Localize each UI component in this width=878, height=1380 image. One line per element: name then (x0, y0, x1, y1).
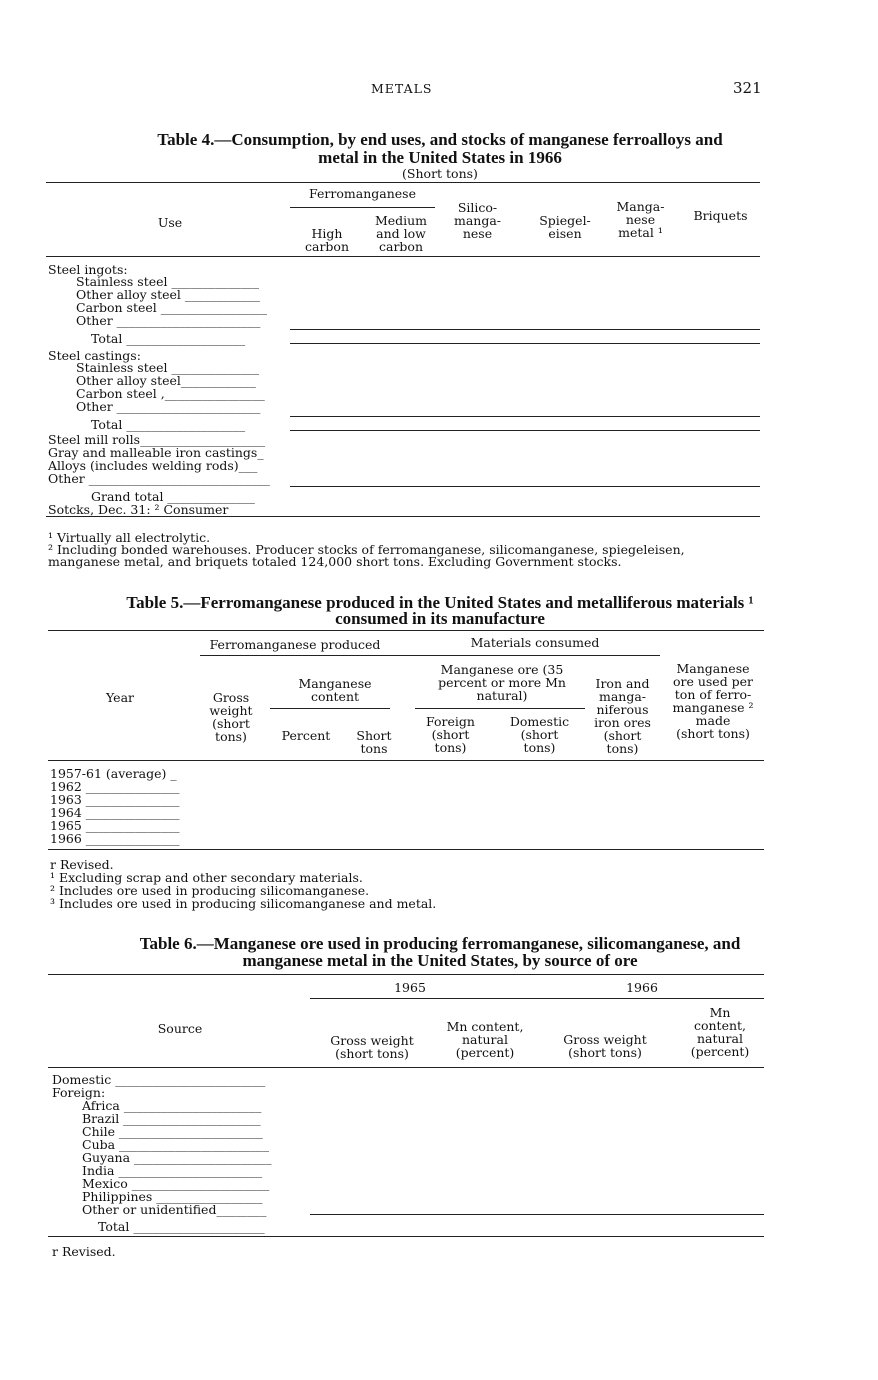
table6-top-rule (48, 974, 764, 975)
table5-footnote: ¹ Excluding scrap and other secondary materials. (50, 870, 363, 885)
running-header: METALS (371, 81, 433, 96)
table6-col-mn-content-1965 (430, 1020, 540, 1059)
header-line: iron ores (594, 715, 651, 730)
header-line: carbon (378, 239, 423, 254)
table4-rule (290, 486, 760, 487)
table6-rule (310, 1214, 764, 1215)
table4-rule (290, 343, 760, 344)
row-label: Carbon steel _________________ (76, 300, 267, 315)
header-line: (short tons) (676, 726, 750, 741)
header-line: manganese ² (672, 700, 754, 715)
row-label: 1957-61 (average) _ (50, 766, 177, 781)
table6-col-source: Source (157, 1021, 203, 1036)
table4-rule (290, 430, 760, 431)
row-label: Other _______________________ (76, 313, 261, 328)
table6-col-gross-weight-1966 (545, 1033, 665, 1059)
table5-col-mn-content (285, 677, 385, 703)
header-line: ton of ferro- (674, 687, 752, 702)
table6-title-line2: manganese metal in the United States, by source of ore (242, 951, 638, 970)
header-line: Short (356, 728, 392, 743)
row-label: Foreign: (52, 1085, 106, 1100)
header-line: Manga- (616, 199, 665, 214)
header-line: Mn content, (446, 1019, 524, 1034)
table5-col-mn-ore (412, 663, 592, 702)
row-label: 1966 _______________ (50, 831, 180, 846)
table5-col-foreign (413, 715, 488, 754)
header-line: (percent) (455, 1045, 515, 1060)
header-line: Gross weight (330, 1033, 414, 1048)
row-label: 1965 _______________ (50, 818, 180, 833)
header-line: Manganese (298, 676, 372, 691)
row-label: 1962 _______________ (50, 779, 180, 794)
table4-rule (290, 416, 760, 417)
table6-col-mn-content-1966 (670, 1006, 770, 1058)
row-label: Other or unidentified________ (82, 1202, 267, 1217)
table5-col-gross-weight (196, 691, 266, 743)
table4-footnote: ¹ Virtually all electrolytic. (48, 530, 211, 545)
table5-col-iron-ores (585, 677, 660, 755)
row-label: Total ___________________ (91, 331, 246, 346)
table4-title-line2: metal in the United States in 1966 (318, 148, 562, 167)
header-line: ore used per (672, 674, 754, 689)
table5-col-short-tons (344, 729, 404, 755)
header-line: tons (360, 741, 388, 756)
row-label: Steel ingots: (48, 262, 128, 277)
header-line: and low (376, 226, 426, 241)
header-line: Foreign (426, 714, 475, 729)
row-label: Domestic ________________________ (52, 1072, 266, 1087)
header-line: Domestic (509, 714, 570, 729)
row-label: Alloys (includes welding rods)___ (48, 458, 258, 473)
row-label: Other alloy steel ____________ (76, 287, 260, 302)
table5-sub-rule (415, 708, 585, 709)
table5-col-materials-consumed: Materials consumed (470, 635, 600, 650)
table6-bottom-rule (48, 1236, 764, 1237)
table6-year-rule (310, 998, 764, 999)
table6-col-1965: 1965 (394, 980, 426, 995)
header-line: (short (520, 727, 559, 742)
header-line: metal ¹ (618, 225, 663, 240)
row-label: Philippines _________________ (82, 1189, 263, 1204)
table5-footnote: ² Includes ore used in producing silicomanganese. (50, 883, 370, 898)
row-label: Brazil ______________________ (82, 1111, 261, 1126)
header-line: nese (625, 212, 656, 227)
page-number: 321 (733, 79, 762, 97)
row-label: Other _____________________________ (48, 471, 270, 486)
header-line: Spiegel- (539, 213, 591, 228)
header-line: nese (462, 226, 493, 241)
header-line: Mn (709, 1005, 731, 1020)
table4-top-rule (46, 182, 760, 183)
table4-col-use: Use (157, 215, 183, 230)
row-label: Guyana ______________________ (82, 1150, 272, 1165)
row-label: India _______________________ (82, 1163, 263, 1178)
table5-title-line1: Table 5.—Ferromanganese produced in the United States and metalliferous materials ¹ (126, 593, 754, 612)
row-label: Other _______________________ (76, 399, 261, 414)
table5-group-rule (200, 655, 660, 656)
table5-col-domestic (502, 715, 577, 754)
table4-header-rule (46, 256, 760, 257)
table6-header-rule (48, 1067, 764, 1068)
table4-title-line1: Table 4.—Consumption, by end uses, and stocks of manganese ferroalloys and (157, 130, 723, 149)
row-label: Gray and malleable iron castings_ (48, 445, 264, 460)
table6-footnote: r Revised. (52, 1244, 116, 1259)
table5-title-line2: consumed in its manufacture (335, 609, 545, 628)
row-label: 1963 _______________ (50, 792, 180, 807)
header-line: Silico- (457, 200, 498, 215)
table4-footnote: manganese metal, and briquets totaled 124,000 short tons. Excluding Government stocks. (48, 554, 622, 569)
table4-col-spiegeleisen (525, 214, 605, 240)
table6-title-line1: Table 6.—Manganese ore used in producing ferromanganese, silicomanganese, and (139, 934, 741, 953)
header-line: High (311, 226, 343, 241)
header-line: tons) (606, 741, 639, 756)
row-label: Sotcks, Dec. 31: ² Consumer_____ (48, 502, 260, 517)
table5-sub-rule (270, 708, 390, 709)
row-label: Steel mill rolls____________________ (48, 432, 266, 447)
table5-top-rule (48, 630, 764, 631)
header-line: niferous (596, 702, 649, 717)
table4-ferro-rule (290, 207, 435, 208)
row-label: Grand total ______________ (91, 489, 255, 504)
table6-col-gross-weight-1965 (312, 1034, 432, 1060)
header-line: Iron and (595, 676, 650, 691)
header-line: (short tons) (568, 1045, 642, 1060)
row-label: Other alloy steel____________ (76, 373, 256, 388)
header-line: natural (696, 1031, 743, 1046)
row-label: Stainless steel ______________ (76, 360, 259, 375)
table5-col-year: Year (106, 690, 134, 705)
header-line: tons) (434, 740, 467, 755)
table6-col-1966: 1966 (626, 980, 658, 995)
row-label: Steel castings: (48, 348, 141, 363)
table5-footnote: ³ Includes ore used in producing silicomanganese and metal. (50, 896, 437, 911)
header-line: (short (603, 728, 642, 743)
header-line: Medium (374, 213, 428, 228)
header-line: (short (212, 716, 250, 731)
table4-subtitle: (Short tons) (402, 166, 478, 181)
table4-col-briquets: Briquets (693, 208, 748, 223)
header-line: tons) (215, 729, 247, 744)
table4-col-high-carbon (292, 227, 362, 253)
row-label: Total _____________________ (98, 1219, 265, 1234)
header-line: natural (461, 1032, 508, 1047)
table4-col-medium-low-carbon (366, 214, 436, 253)
header-line: eisen (548, 226, 582, 241)
row-label: Cuba ________________________ (82, 1137, 270, 1152)
table5-header-rule (48, 760, 764, 761)
table5-footnote: r Revised. (50, 857, 114, 872)
header-line: Gross (212, 690, 250, 705)
header-line: made (695, 713, 731, 728)
row-label: Chile _______________________ (82, 1124, 263, 1139)
row-label: Mexico ______________________ (82, 1176, 270, 1191)
header-line: (percent) (690, 1044, 750, 1059)
header-line: Gross weight (563, 1032, 647, 1047)
header-line: weight (209, 703, 253, 718)
header-line: manga- (598, 689, 647, 704)
header-line: carbon (304, 239, 349, 254)
table5-col-ferro-produced: Ferromanganese produced (209, 637, 381, 652)
table4-rule (290, 329, 760, 330)
header-line: Manganese ore (35 (440, 662, 564, 677)
header-line: manga- (453, 213, 502, 228)
table5-col-ore-per-ton (663, 662, 763, 740)
header-line: content, (693, 1018, 747, 1033)
table4-col-silicomanganese (440, 201, 515, 240)
table5-col-percent: Percent (281, 728, 331, 743)
row-label: Carbon steel ,________________ (76, 386, 265, 401)
table5-bottom-rule (48, 849, 764, 850)
table4-col-ferromanganese: Ferromanganese (309, 186, 416, 201)
header-line: content (310, 689, 360, 704)
header-line: (short (431, 727, 470, 742)
table4-footnote: ² Including bonded warehouses. Producer stocks of ferromanganese, silicomanganese, spiegeleisen, (48, 542, 685, 557)
row-label: 1964 _______________ (50, 805, 180, 820)
row-label: Stainless steel ______________ (76, 274, 259, 289)
header-line: (short tons) (335, 1046, 409, 1061)
header-line: natural) (476, 688, 528, 703)
header-line: tons) (523, 740, 556, 755)
row-label: Total ___________________ (91, 417, 246, 432)
row-label: Africa ______________________ (82, 1098, 262, 1113)
header-line: percent or more Mn (438, 675, 566, 690)
header-line: Manganese (676, 661, 750, 676)
table4-col-manganese-metal (603, 200, 678, 239)
table4-bottom-rule (46, 516, 760, 517)
